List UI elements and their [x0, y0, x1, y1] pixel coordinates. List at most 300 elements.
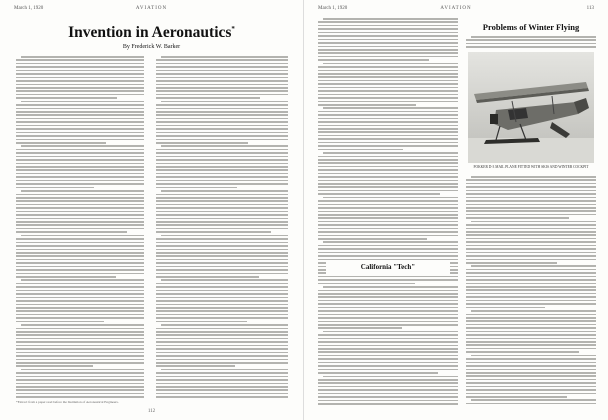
- left-page-header: [14, 6, 289, 15]
- text-line: [466, 46, 596, 48]
- text-line: [156, 362, 288, 364]
- text-line: [318, 46, 458, 48]
- text-line: [318, 94, 458, 96]
- right-page: [304, 0, 608, 420]
- text-line: [323, 152, 458, 154]
- text-line: [16, 259, 144, 261]
- text-line: [16, 269, 144, 271]
- text-line: [318, 400, 458, 402]
- text-line: [156, 214, 288, 216]
- text-line: [318, 204, 458, 206]
- text-line: [16, 359, 144, 361]
- text-line: [161, 324, 288, 326]
- text-line: [318, 32, 458, 34]
- text-line: [156, 341, 288, 343]
- text-line: [156, 97, 260, 99]
- text-line: [156, 224, 288, 226]
- text-line: [318, 296, 458, 298]
- text-line: [318, 224, 458, 226]
- text-line: [21, 324, 144, 326]
- text-line: [156, 159, 288, 161]
- text-line: [16, 389, 144, 391]
- text-line: [318, 314, 458, 316]
- article-byline: By Frederick W. Barker: [122, 44, 181, 50]
- text-line: [318, 166, 458, 168]
- text-line: [466, 283, 596, 285]
- text-line: [156, 334, 288, 336]
- text-line: [16, 94, 144, 96]
- text-line: [318, 118, 458, 120]
- text-line: [318, 382, 458, 384]
- text-line: [466, 369, 596, 371]
- text-line: [156, 297, 288, 299]
- text-line: [156, 304, 288, 306]
- text-line: [466, 224, 596, 226]
- text-line: [466, 389, 596, 391]
- text-line: [318, 303, 458, 305]
- text-line: [318, 217, 458, 219]
- text-line: [16, 207, 144, 209]
- text-line: [16, 169, 144, 171]
- text-line: [318, 358, 458, 360]
- text-line: [318, 190, 458, 192]
- text-line: [471, 265, 596, 267]
- text-line: [156, 317, 288, 319]
- text-line: [16, 194, 144, 196]
- text-line: [156, 383, 288, 385]
- text-line: [318, 235, 458, 237]
- text-line: [318, 365, 458, 367]
- text-line: [156, 104, 288, 106]
- text-line: [156, 194, 288, 196]
- article-title-text: Invention in Aeronautics: [68, 24, 232, 41]
- text-line: [466, 210, 596, 212]
- text-line: [156, 121, 288, 123]
- text-line: [156, 66, 288, 68]
- text-line: [156, 90, 288, 92]
- text-line: [318, 345, 458, 347]
- text-line: [16, 180, 144, 182]
- text-line: [156, 359, 288, 361]
- text-line: [466, 327, 596, 329]
- text-line: [16, 352, 144, 354]
- airplane-photo-icon: [468, 52, 594, 163]
- text-line: [16, 345, 144, 347]
- text-line: [16, 386, 144, 388]
- text-line: [156, 314, 288, 316]
- text-line: [318, 255, 458, 257]
- text-line: [156, 283, 288, 285]
- text-line: [16, 310, 144, 312]
- text-line: [156, 211, 288, 213]
- text-line: [466, 190, 596, 192]
- text-line: [466, 365, 596, 367]
- text-line: [466, 245, 596, 247]
- text-line: [16, 348, 144, 350]
- text-line: [16, 73, 144, 75]
- text-line: [466, 252, 596, 254]
- text-line: [16, 297, 144, 299]
- text-line: [156, 290, 288, 292]
- text-line: [156, 70, 288, 72]
- text-line: [16, 376, 144, 378]
- text-line: [318, 283, 415, 285]
- text-line: [471, 221, 596, 223]
- text-line: [466, 334, 596, 336]
- text-line: [156, 173, 288, 175]
- text-line: [466, 217, 569, 219]
- text-line: [16, 111, 144, 113]
- text-line: [16, 221, 144, 223]
- text-line: [156, 259, 288, 261]
- text-line: [156, 77, 288, 79]
- right-page-column-1: [318, 18, 458, 408]
- text-line: [318, 66, 458, 68]
- text-line: [156, 132, 288, 134]
- right-page-intro-text: [466, 36, 596, 50]
- text-line: [466, 43, 596, 45]
- text-line: [318, 317, 458, 319]
- text-line: [16, 307, 144, 309]
- text-line: [318, 149, 403, 151]
- text-line: [466, 296, 596, 298]
- page-number: 112: [147, 409, 156, 414]
- text-line: [156, 108, 288, 110]
- text-line: [21, 235, 144, 237]
- text-line: [318, 131, 458, 133]
- text-line: [318, 169, 458, 171]
- text-line: [466, 276, 596, 278]
- text-line: [466, 269, 596, 271]
- text-line: [16, 59, 144, 61]
- text-line: [318, 49, 458, 51]
- text-line: [16, 121, 144, 123]
- text-line: [318, 238, 427, 240]
- text-line: [16, 156, 144, 158]
- text-line: [16, 283, 144, 285]
- text-line: [466, 241, 596, 243]
- text-line: [466, 255, 596, 257]
- text-line: [16, 334, 144, 336]
- text-line: [156, 221, 288, 223]
- text-line: [156, 345, 288, 347]
- text-line: [156, 187, 237, 189]
- text-line: [161, 279, 288, 281]
- text-line: [156, 310, 288, 312]
- photo-mail-plane-on-skis: [468, 52, 594, 163]
- text-line: [466, 231, 596, 233]
- text-line: [466, 248, 596, 250]
- text-line: [156, 114, 288, 116]
- text-line: [318, 214, 458, 216]
- text-line: [318, 338, 458, 340]
- text-line: [156, 118, 288, 120]
- text-line: [466, 228, 596, 230]
- text-line: [16, 166, 144, 168]
- text-line: [318, 159, 458, 161]
- text-line: [16, 276, 116, 278]
- text-line: [466, 341, 596, 343]
- text-line: [16, 245, 144, 247]
- body-text-block: [16, 56, 144, 398]
- text-line: [318, 248, 458, 250]
- text-line: [466, 279, 596, 281]
- text-line: [156, 149, 288, 151]
- left-page-column-2: [156, 56, 288, 404]
- text-line: [318, 70, 458, 72]
- text-line: [161, 369, 288, 371]
- text-line: [16, 152, 144, 154]
- text-line: [16, 328, 144, 330]
- text-line: [466, 331, 596, 333]
- text-line: [318, 321, 458, 323]
- text-line: [318, 300, 458, 302]
- text-line: [156, 321, 247, 323]
- text-line: [466, 204, 596, 206]
- text-line: [318, 180, 458, 182]
- text-line: [318, 324, 458, 326]
- text-line: [156, 338, 288, 340]
- header-date: March 1, 1920: [318, 6, 348, 11]
- text-line: [318, 231, 458, 233]
- text-line: [466, 207, 596, 209]
- text-line: [466, 300, 596, 302]
- text-line: [466, 303, 596, 305]
- text-line: [156, 266, 288, 268]
- header-journal-title: AVIATION: [135, 6, 168, 11]
- text-line: [466, 386, 596, 388]
- text-line: [318, 393, 458, 395]
- text-line: [156, 204, 288, 206]
- text-line: [156, 180, 288, 182]
- text-line: [318, 176, 458, 178]
- text-line: [16, 262, 144, 264]
- text-line: [156, 169, 288, 171]
- text-line: [466, 214, 596, 216]
- text-line: [156, 352, 288, 354]
- text-line: [161, 145, 288, 147]
- body-text-block: [156, 56, 288, 398]
- text-line: [16, 214, 144, 216]
- header-date: March 1, 1920: [14, 6, 44, 11]
- text-line: [16, 231, 127, 233]
- text-line: [156, 242, 288, 244]
- text-line: [466, 375, 596, 377]
- text-line: [16, 372, 144, 374]
- text-line: [156, 348, 288, 350]
- article-footnote: *Extract from a paper read before the Institution of Aeronautical Engineers.: [16, 400, 119, 404]
- text-line: [16, 393, 144, 395]
- text-line: [156, 200, 288, 202]
- text-line: [466, 286, 596, 288]
- text-line: [16, 108, 144, 110]
- text-line: [156, 286, 288, 288]
- text-line: [318, 125, 458, 127]
- text-line: [318, 104, 416, 106]
- text-line: [16, 70, 144, 72]
- text-line: [16, 355, 144, 357]
- text-line: [323, 63, 458, 65]
- text-line: [21, 145, 144, 147]
- text-line: [466, 372, 596, 374]
- text-line: [16, 142, 106, 144]
- text-line: [318, 97, 458, 99]
- text-line: [16, 338, 144, 340]
- text-line: [156, 183, 288, 185]
- text-line: [466, 262, 557, 264]
- text-line: [318, 138, 458, 140]
- text-line: [471, 36, 596, 38]
- text-line: [16, 238, 144, 240]
- text-line: [156, 245, 288, 247]
- text-line: [156, 166, 288, 168]
- text-line: [161, 56, 288, 58]
- text-line: [16, 135, 144, 137]
- text-line: [318, 252, 458, 254]
- text-line: [318, 145, 458, 147]
- text-line: [318, 121, 458, 123]
- text-line: [323, 197, 458, 199]
- text-line: [323, 286, 458, 288]
- text-line: [156, 197, 288, 199]
- text-line: [318, 114, 458, 116]
- text-line: [16, 132, 144, 134]
- text-line: [156, 293, 288, 295]
- text-line: [16, 104, 144, 106]
- text-line: [156, 365, 235, 367]
- text-line: [16, 255, 144, 257]
- text-line: [466, 272, 596, 274]
- right-page-header: [318, 6, 594, 15]
- text-line: [318, 21, 458, 23]
- text-line: [318, 379, 458, 381]
- text-line: [318, 389, 458, 391]
- text-line: [318, 111, 458, 113]
- text-line: [16, 252, 144, 254]
- text-line: [466, 379, 596, 381]
- text-line: [466, 382, 596, 384]
- text-line: [318, 135, 458, 137]
- text-line: [156, 376, 288, 378]
- right-page-column-2: [466, 176, 596, 408]
- text-line: [318, 156, 458, 158]
- text-line: [318, 186, 458, 188]
- body-text-block: [318, 18, 458, 405]
- text-line: [16, 176, 144, 178]
- text-line: [318, 279, 458, 281]
- body-text-block: [466, 36, 596, 48]
- text-line: [156, 249, 288, 251]
- text-line: [156, 163, 288, 165]
- text-line: [16, 63, 144, 65]
- text-line: [156, 228, 288, 230]
- text-line: [156, 111, 288, 113]
- text-line: [156, 87, 288, 89]
- text-line: [466, 351, 579, 353]
- text-line: [466, 344, 596, 346]
- text-line: [156, 59, 288, 61]
- text-line: [318, 90, 458, 92]
- text-line: [318, 173, 458, 175]
- text-line: [471, 399, 596, 401]
- text-line: [318, 128, 458, 130]
- text-line: [156, 80, 288, 82]
- text-line: [156, 389, 288, 391]
- text-line: [16, 163, 144, 165]
- text-line: [318, 193, 440, 195]
- text-line: [318, 351, 458, 353]
- text-line: [16, 90, 144, 92]
- text-line: [156, 396, 288, 398]
- text-line: [156, 386, 288, 388]
- text-line: [318, 35, 458, 37]
- text-line: [156, 331, 288, 333]
- text-line: [156, 273, 288, 275]
- text-line: [156, 142, 248, 144]
- text-line: [318, 56, 458, 58]
- text-line: [318, 327, 402, 329]
- text-line: [16, 224, 144, 226]
- header-page-number: 113: [586, 6, 594, 11]
- text-line: [156, 379, 288, 381]
- text-line: [466, 289, 596, 291]
- text-line: [466, 307, 545, 309]
- text-line: [16, 80, 144, 82]
- text-line: [21, 279, 144, 281]
- text-line: [318, 396, 458, 398]
- text-line: [323, 18, 458, 20]
- text-line: [318, 276, 458, 278]
- text-line: [16, 331, 144, 333]
- text-line: [318, 341, 458, 343]
- text-line: [318, 73, 458, 75]
- text-line: [318, 83, 458, 85]
- article-title: [14, 24, 289, 42]
- text-line: [16, 84, 144, 86]
- text-line: [466, 293, 596, 295]
- text-line: [323, 107, 458, 109]
- text-line: [156, 238, 288, 240]
- text-line: [16, 218, 144, 220]
- text-line: [16, 300, 144, 302]
- text-line: [16, 379, 144, 381]
- text-line: [318, 87, 458, 89]
- text-line: [16, 228, 144, 230]
- text-line: [156, 207, 288, 209]
- text-line: [318, 42, 458, 44]
- text-line: [16, 266, 144, 268]
- text-line: [466, 362, 596, 364]
- text-line: [156, 84, 288, 86]
- article-title-footnote-mark: *: [231, 24, 235, 33]
- text-line: [16, 87, 144, 89]
- text-line: [16, 290, 144, 292]
- text-line: [156, 176, 288, 178]
- text-line: [156, 300, 288, 302]
- text-line: [16, 273, 144, 275]
- text-line: [156, 372, 288, 374]
- text-line: [156, 393, 288, 395]
- text-line: [16, 362, 144, 364]
- text-line: [466, 193, 596, 195]
- left-page-column-1: [16, 56, 144, 404]
- text-line: [161, 235, 288, 237]
- header-journal-title: AVIATION: [440, 6, 472, 11]
- text-line: [16, 118, 144, 120]
- text-line: [323, 331, 458, 333]
- text-line: [16, 77, 144, 79]
- section-title-california-tech: California "Tech": [326, 260, 450, 274]
